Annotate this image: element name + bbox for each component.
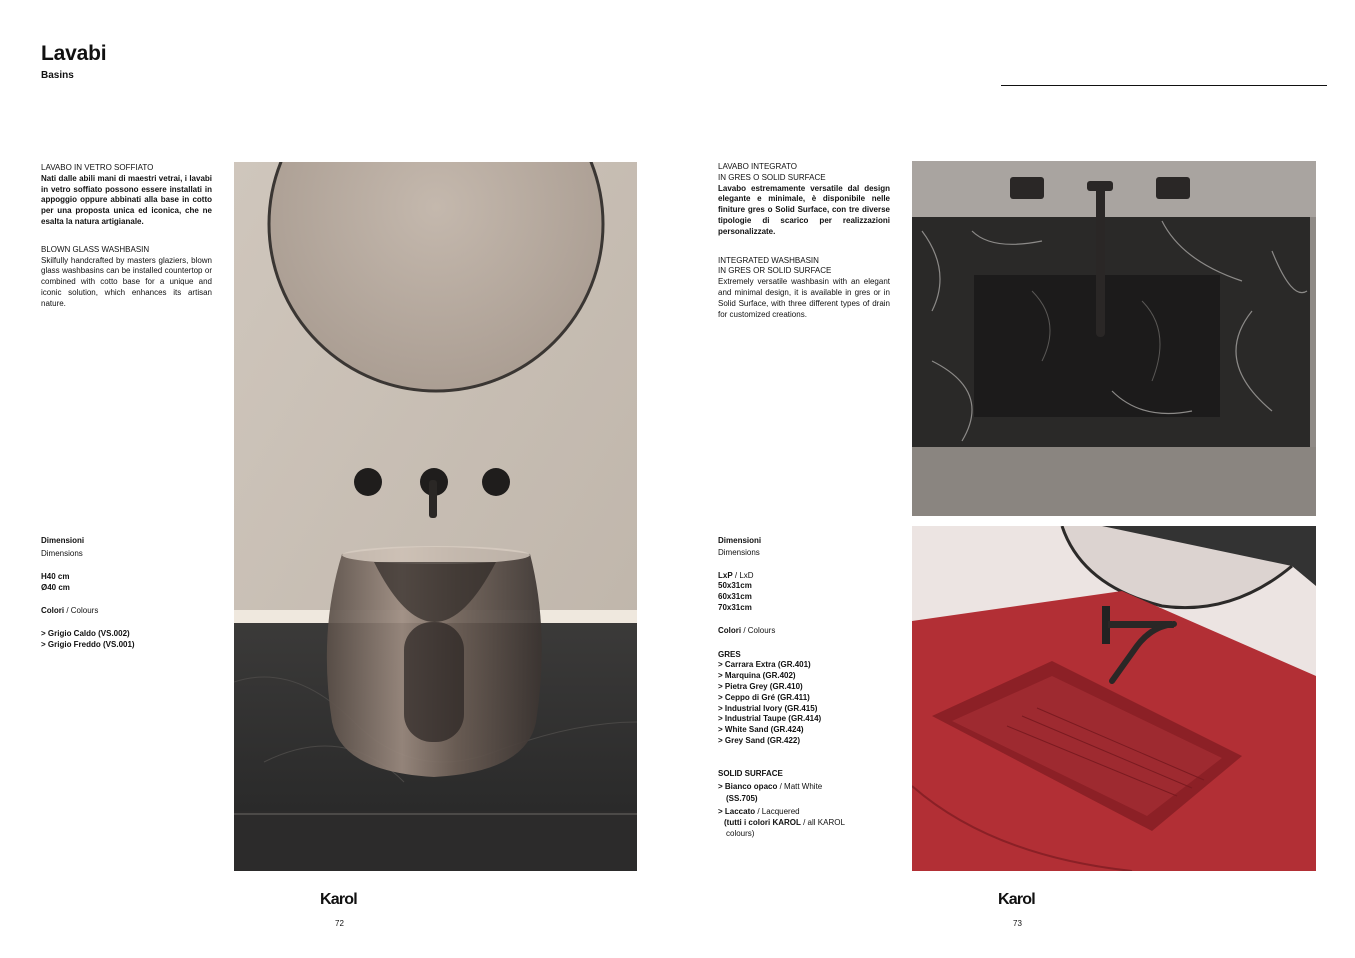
right-gres-item: > Pietra Grey (GR.410) [718,681,803,691]
right-gres-item: > Industrial Ivory (GR.415) [718,703,818,713]
right-solid-1-it: > Bianco opaco [718,781,778,791]
left-brand-logo: Karol [320,891,357,908]
right-size-2: 60x31cm [718,592,752,602]
right-colours-line [718,626,890,637]
right-gres-item: > White Sand (GR.424) [718,725,804,735]
left-dim-2: Ø40 cm [41,583,70,593]
right-gres-item: > Ceppo di Gré (GR.411) [718,692,810,702]
left-it-heading: LAVABO IN VETRO SOFFIATO [41,163,154,172]
left-colours-label-en: / Colours [64,606,99,616]
right-it-heading-2: IN GRES O SOLID SURFACE [718,172,826,182]
right-solid-1-code: (SS.705) [726,794,758,804]
left-colori-label: Colori [41,606,65,616]
left-it-body: Nati dalle abili mani di maestri vetrai, i lavabi in vetro soffiato possono essere installati in appoggio oppure abbinati alla base in cotto per una proposta unica ed iconica, che ne esalta la natura artigianale. [41,173,212,226]
right-en-body: Extremely versatile washbasin with an elegant and minimal design, it is available in gres or in Solid Surface, with three different types of drain for customized creations. [718,277,890,319]
left-page-number: 72 [335,919,344,928]
right-size-1: 50x31cm [718,581,752,591]
right-solid-item-2 [718,807,890,818]
right-solid-2-it: > Laccato [718,807,756,817]
page-title: Lavabi [41,42,107,65]
right-it-heading-1: LAVABO INTEGRATO [718,162,797,171]
right-solid-2-note [718,818,890,829]
right-gres-item: > Industrial Taupe (GR.414) [718,714,822,724]
right-solid-2-note-en: / all KAROL [800,817,845,827]
left-color-1: > Grigio Caldo (VS.002) [41,628,130,638]
left-dim-label: Dimensioni [41,536,85,545]
right-specs [718,536,890,840]
right-gres-item: > Grey Sand (GR.422) [718,735,801,745]
right-solid-item-1 [718,782,890,793]
right-colours-label-en: / Colours [741,625,776,635]
right-description [718,162,890,320]
right-en-heading-1: INTEGRATED WASHBASIN [718,255,819,265]
right-brand-logo: Karol [998,891,1035,908]
right-dim-label: Dimensioni [718,536,762,545]
left-description [41,163,212,310]
left-dim-1: H40 cm [41,571,70,581]
right-size-3: 70x31cm [718,602,752,612]
right-lxp-line [718,571,890,582]
right-lxp-label: LxP [718,570,733,580]
header-divider [1001,85,1327,86]
right-dim-label-en: Dimensions [718,547,760,557]
right-solid-label: SOLID SURFACE [718,768,783,778]
right-gres-item: > Marquina (GR.402) [718,671,796,681]
right-en-heading-2: IN GRES OR SOLID SURFACE [718,266,832,276]
right-it-body: Lavabo estremamente versatile dal design elegante e minimale, è disponibile nelle finiture gres o Solid Surface, con tre diverse tipologie di scarico per realizzazioni personalizzate. [718,183,890,236]
right-gres-item: > Carrara Extra (GR.401) [718,660,811,670]
right-solid-2-note-end: colours) [726,828,755,838]
left-en-body: Skilfully handcrafted by masters glaziers, blown glass washbasins can be installed countertop or combined with cotto base for a unique and iconic solution, which enhances its artisan nature. [41,255,212,308]
right-lxp-label-en: / LxD [732,570,754,580]
page-subtitle: Basins [41,70,74,81]
right-colori-label: Colori [718,625,742,635]
left-color-2: > Grigio Freddo (VS.001) [41,639,135,649]
left-dim-label-en: Dimensions [41,548,83,558]
left-specs [41,536,212,651]
right-solid-2-note-it: (tutti i colori KAROL [724,817,801,827]
right-page-number: 73 [1013,919,1022,928]
glass-basin-photo [234,162,637,871]
right-solid-2-en: / Lacquered [755,807,800,817]
left-colours-line [41,606,212,617]
red-basin-photo [912,526,1316,871]
right-solid-1-en: / Matt White [777,781,823,791]
right-gres-label: GRES [718,649,741,659]
left-en-heading: BLOWN GLASS WASHBASIN [41,244,150,254]
marble-basin-photo [912,161,1316,516]
